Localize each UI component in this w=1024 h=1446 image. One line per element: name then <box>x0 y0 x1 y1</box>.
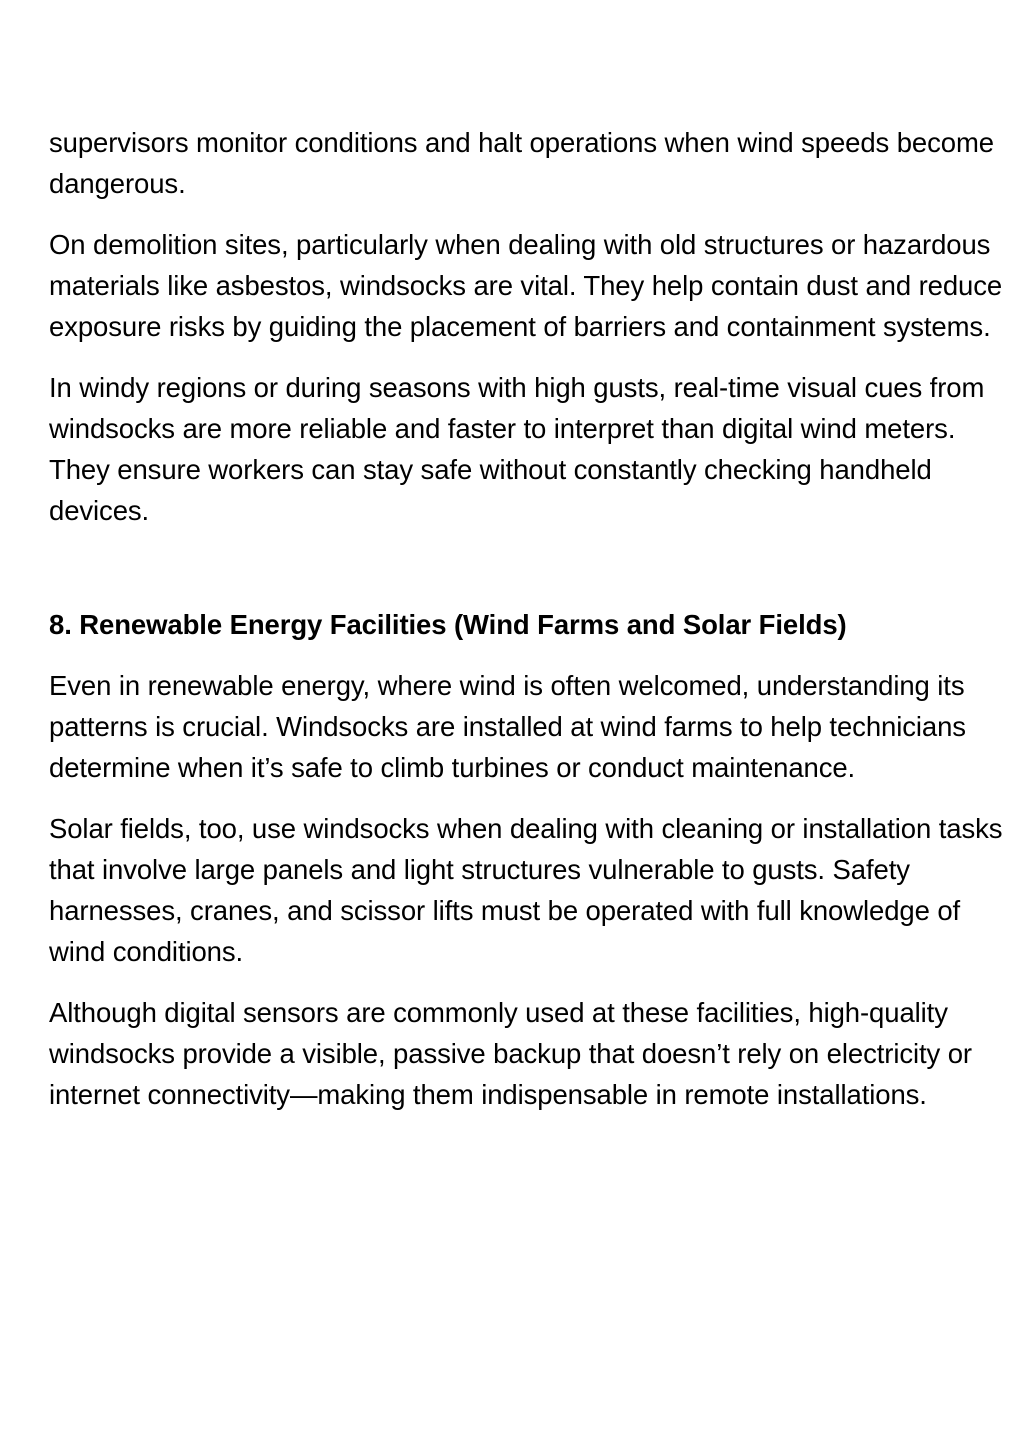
paragraph-wind-farms: Even in renewable energy, where wind is often welcomed, understanding its patterns is crucial. Windsocks are installed at wind farms to help technicians determine when it’s safe to climb turbines or conduct maintenance. <box>49 670 966 783</box>
paragraph-digital-sensors: Although digital sensors are commonly used at these facilities, high-quality windsocks provide a visible, passive backup that doesn’t rely on electricity or internet connectivity—making them indispensable in remote installations. <box>49 997 972 1110</box>
paragraph-wind-speed-monitoring: supervisors monitor conditions and halt operations when wind speeds become dangerous. <box>49 127 994 199</box>
section-heading-renewable-energy: 8. Renewable Energy Facilities (Wind Farms and Solar Fields) <box>49 609 847 640</box>
paragraph-windy-regions: In windy regions or during seasons with high gusts, real-time visual cues from windsocks are more reliable and faster to interpret than digital wind meters. They ensure workers can stay safe without constantly checking handheld devices. <box>49 372 985 526</box>
section-spacer <box>49 551 1009 604</box>
paragraph-demolition-sites: On demolition sites, particularly when dealing with old structures or hazardous materials like asbestos, windsocks are vital. They help contain dust and reduce exposure risks by guiding the placement of barriers and containment systems. <box>49 229 1003 342</box>
document-page <box>49 122 1009 1135</box>
paragraph-solar-fields: Solar fields, too, use windsocks when dealing with cleaning or installation tasks that involve large panels and light structures vulnerable to gusts. Safety harnesses, cranes, and scissor lifts must be operated with full knowledge of wind conditions. <box>49 813 1003 967</box>
